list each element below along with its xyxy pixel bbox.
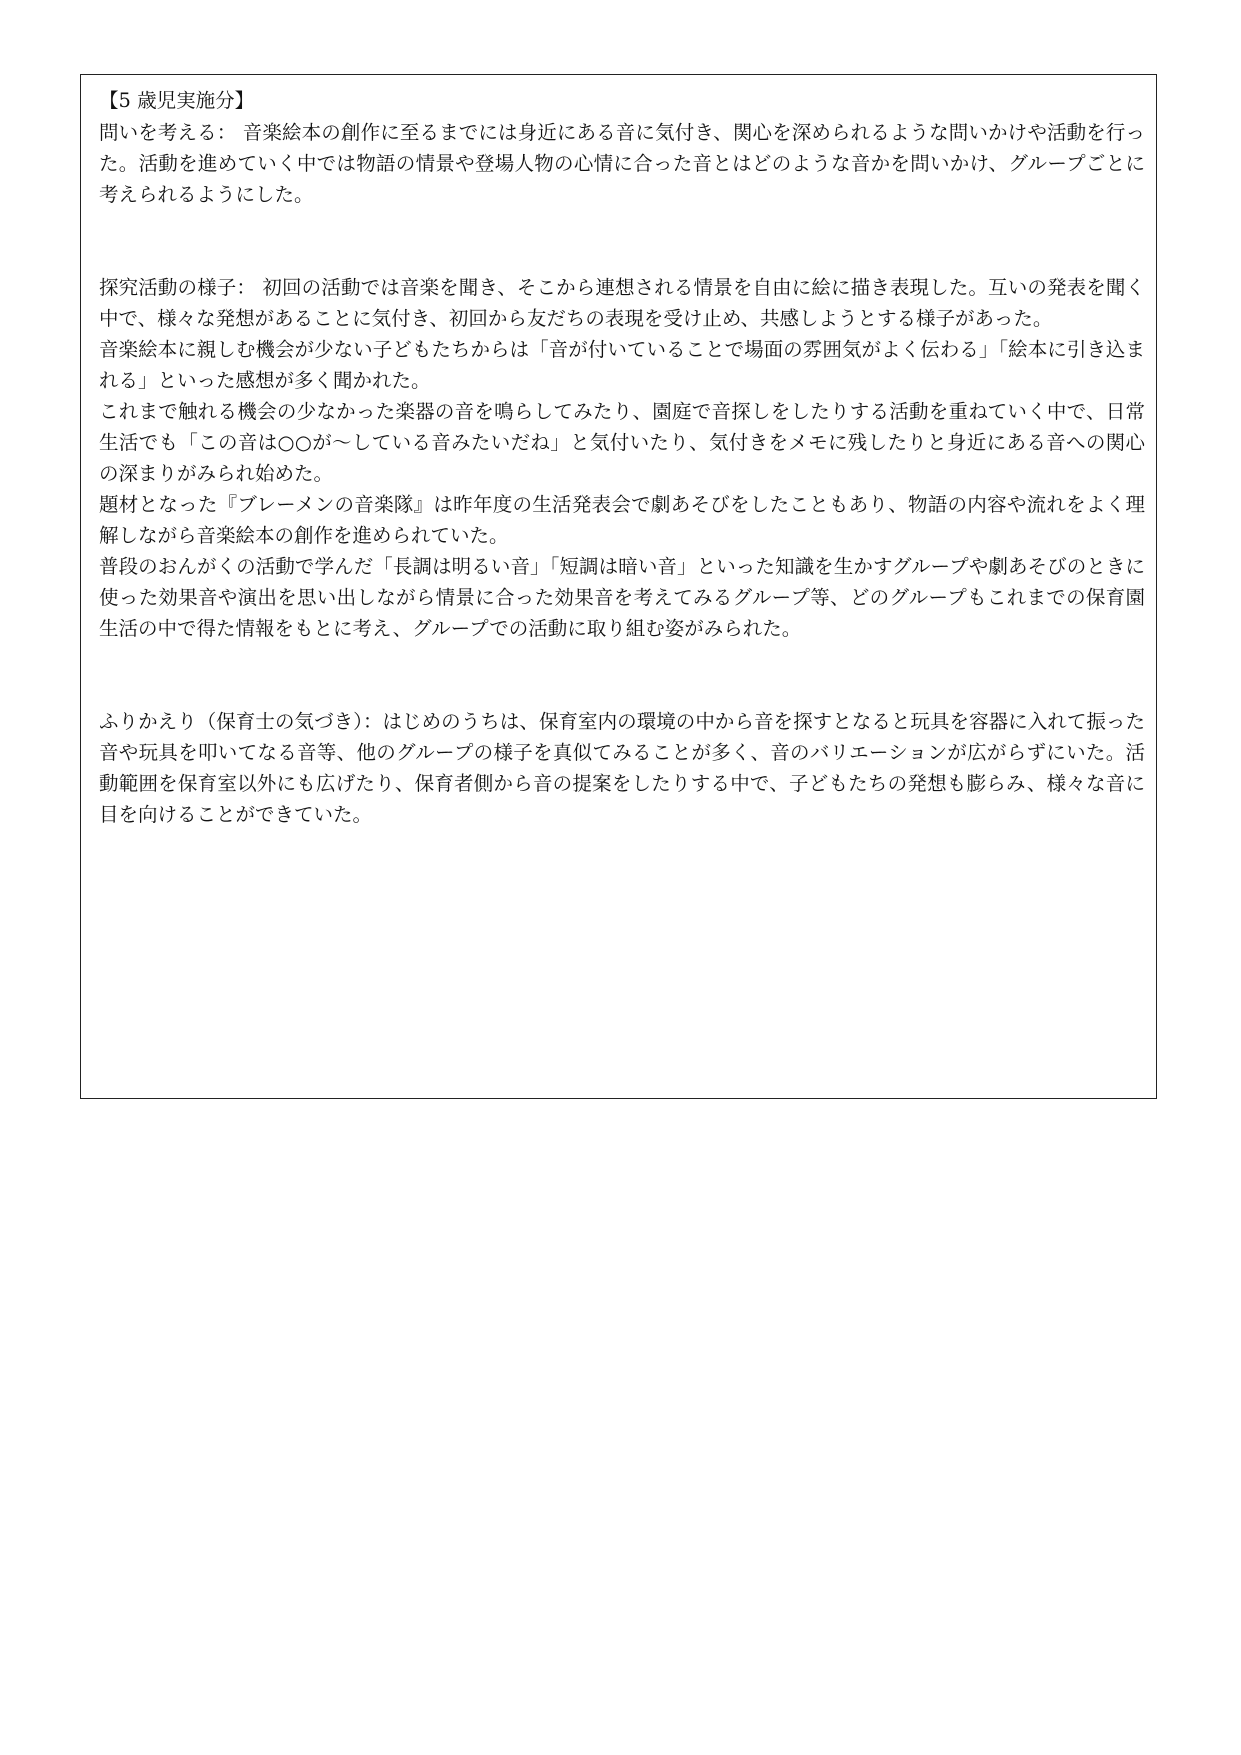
- report-box: [80, 74, 1157, 1099]
- inquiry-paragraph-3: 題材となった『ブレーメンの音楽隊』は昨年度の生活発表会で劇あそびをしたこともあり、物語の内容や流れをよく理解しながら音楽絵本の創作を進められていた。: [99, 493, 1145, 547]
- inquiry-text: 初回の活動では音楽を聞き、そこから連想される情景を自由に絵に描き表現した。互いの発表を聞く中で、様々な発想があることに気付き、初回から友だちの表現を受け止め、共感しようとする様子があった。: [99, 276, 1145, 330]
- spacer: [99, 644, 1145, 706]
- reflection-paragraph: [99, 706, 1145, 830]
- inquiry-label: 探究活動の様子：: [99, 276, 257, 299]
- inquiry-paragraph: [99, 272, 1145, 334]
- inquiry-paragraph-1: 音楽絵本に親しむ機会が少ない子どもたちからは「音が付いていることで場面の雰囲気がよく伝わる」「絵本に引き込まれる」といった感想が多く聞かれた。: [99, 338, 1145, 392]
- questions-text: 音楽絵本の創作に至るまでには身近にある音に気付き、関心を深められるような問いかけや活動を行った。活動を進めていく中では物語の情景や登場人物の心情に合った音とはどのような音かを問いかけ、グループごとに考えられるようにした。: [99, 121, 1145, 206]
- inquiry-paragraph-4: 普段のおんがくの活動で学んだ「長調は明るい音」「短調は暗い音」といった知識を生かすグループや劇あそびのときに使った効果音や演出を思い出しながら情景に合った効果音を考えてみるグループ等、どのグループもこれまでの保育園生活の中で得た情報をもとに考え、グループでの活動に取り組む姿がみられた。: [99, 555, 1145, 640]
- questions-label: 問いを考える：: [99, 121, 237, 144]
- spacer: [99, 210, 1145, 272]
- questions-paragraph: [99, 117, 1145, 210]
- section-heading: 【5 歳児実施分】: [99, 89, 255, 112]
- reflection-text: はじめのうちは、保育室内の環境の中から音を探すとなると玩具を容器に入れて振った音や玩具を叩いてなる音等、他のグループの様子を真似てみることが多く、音のバリエーションが広がらずにいた。活動範囲を保育室以外にも広げたり、保育者側から音の提案をしたりする中で、子どもたちの発想も膨らみ、様々な音に目を向けることができていた。: [99, 710, 1145, 826]
- reflection-label: ふりかえり（保育士の気づき）：: [99, 710, 383, 733]
- inquiry-paragraph-2: これまで触れる機会の少なかった楽器の音を鳴らしてみたり、園庭で音探しをしたりする活動を重ねていく中で、日常生活でも「この音は○○が～している音みたいだね」と気付いたり、気付きをメモに残したりと身近にある音への関心の深まりがみられ始めた。: [99, 400, 1145, 485]
- report-content: [99, 85, 1145, 830]
